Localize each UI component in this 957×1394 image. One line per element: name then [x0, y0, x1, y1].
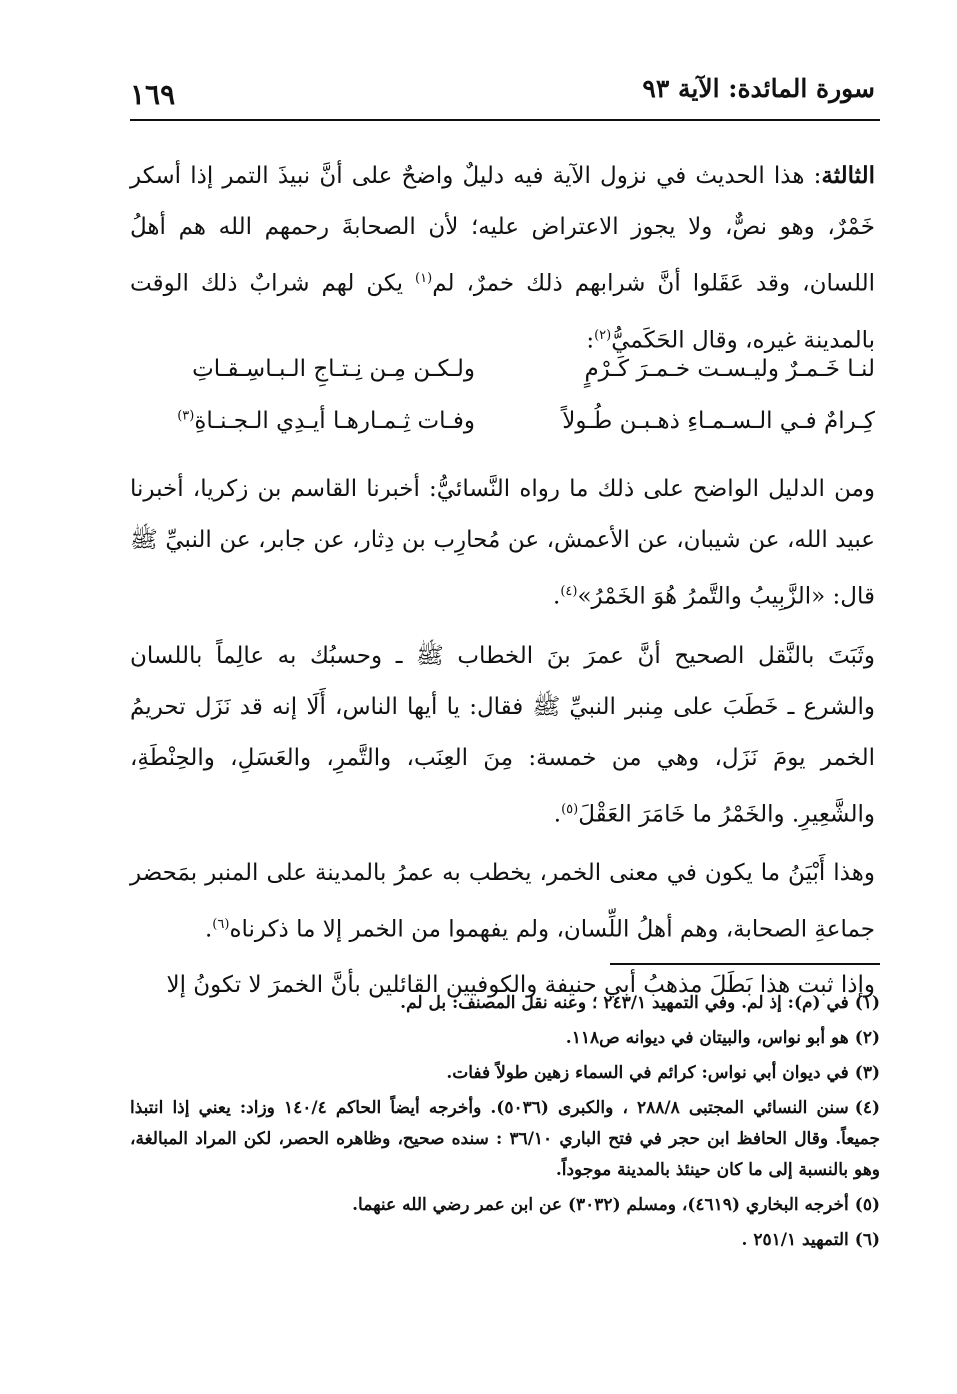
header-divider	[130, 119, 880, 121]
footnote	[130, 1190, 880, 1221]
footnote	[130, 1225, 880, 1256]
main-text-top	[130, 150, 875, 370]
paragraph-text: يكن لهم شرابٌ ذلك الوقت بالمدينة غيره، وقال الحَكَميُّ	[130, 270, 875, 354]
footnote-text: في ديوان أبي نواس: كرائم في السماء زهين طولاً ففات.	[446, 1063, 849, 1083]
footnote-number: (٦)	[854, 1230, 880, 1250]
footnote-text: سنن النسائي المجتبى ٢٨٨/٨ ، والكبرى (٥٠٣٦). وأخرجه أيضاً الحاكم ١٤٠/٤ وزاد: يعني إذا انتبذا جميعاً. وقال الحافظ ابن حجر في فتح الباري ٣٦/١٠ : سنده صحيح، وظاهره الحصر، لكن المراد المبالغة، وهو بالنسبة إلى ما كان حينئذ بالمدينة موجوداً.	[130, 1098, 880, 1180]
footnote-divider	[610, 963, 880, 965]
poem-hemistich: ولـكـن مِـن نِـتـاجِ الـبـاسِـقـاتِ	[192, 356, 475, 382]
footnote-ref: (٣)	[177, 408, 195, 424]
footnote-text: أخرجه البخاري (٤٦١٩)، ومسلم (٣٠٣٢) عن ابن عمر رضي الله عنهما.	[352, 1195, 849, 1215]
footnotes	[130, 988, 880, 1260]
footnote-ref: (٤)	[560, 584, 578, 599]
paragraph-end: .	[204, 916, 213, 943]
paragraph-end: .	[553, 801, 562, 828]
footnote	[130, 988, 880, 1019]
poem-line	[130, 356, 875, 408]
poem-verses	[130, 356, 875, 460]
footnote-ref: (١)	[415, 271, 433, 286]
section-lead: الثالثة	[821, 162, 875, 189]
footnote	[130, 1058, 880, 1089]
poem-hemistich	[177, 408, 475, 434]
paragraph-umar	[130, 631, 875, 841]
footnote-number: (٥)	[854, 1195, 880, 1215]
paragraph-text: : هذا الحديث في نزول الآية فيه دليلٌ واضحٌ على أنَّ نبيذَ التمر إذا أسكر خَمْرٌ، وهو نصٌّ، ولا يجوز الاعتراض عليه؛ لأن الصحابةَ رحمهم الله هم أهلُ اللسان، وقد عَقَلوا أنَّ شرابهم ذلك خمرٌ، لم	[130, 163, 875, 297]
paragraph-third-point	[130, 150, 875, 366]
footnote-number: (١)	[854, 993, 880, 1013]
poem-hemistich: لنـا خَـمـرٌ وليـسـت خـمـرَ كَـرْمٍ	[584, 356, 875, 382]
running-title: سورة المائدة: الآية ٩٣	[642, 74, 875, 103]
page-header	[130, 70, 875, 120]
footnote-ref: (٢)	[594, 327, 612, 343]
footnote-text: التمهيد ٢٥١/١ .	[741, 1230, 849, 1250]
footnote-number: (٣)	[854, 1063, 880, 1083]
footnote	[130, 1093, 880, 1186]
main-text-bottom	[130, 464, 875, 1015]
footnote-ref: (٦)	[212, 917, 230, 933]
footnote-text: هو أبو نواس، والبيتان في ديوانه ص١١٨.	[565, 1028, 849, 1048]
paragraph-text: وثَبَتَ بالنَّقل الصحيح أنَّ عمرَ بنَ الخطاب ﷺ ـ وحسبُك به عالِماً باللسان والشرع ـ خَطَبَ على مِنبر النبيِّ ﷺ فقال: يا أيها الناس، أَلَا إنه قد نَزَل تحريمُ الخمر يومَ نَزَل، وهي من خمسة: مِنَ العِنَب، والتَّمرِ، والعَسَلِ، والحِنْطَةِ، والشَّعِيرِ. والخَمْرُ ما خَامَرَ العَقْلَ	[130, 642, 875, 828]
footnote-ref: (٥)	[561, 801, 579, 817]
poem-hemistich: كِـرامٌ فـي الـسـمـاءِ ذهـبـن طُـولاً	[562, 408, 875, 434]
poem-line	[130, 408, 875, 460]
footnote-number: (٢)	[854, 1028, 880, 1048]
paragraph-end: .	[553, 583, 561, 610]
paragraph-text: ومن الدليل الواضح على ذلك ما رواه النَّسائيُّ: أخبرنا القاسم بن زكريا، أخبرنا عبيد الله، عن شيبان، عن الأعمش، عن مُحارِب بن دِثار، عن جابر، عن النبيِّ ﷺ قال: «الزَّبِيبُ والتَّمرُ هُوَ الخَمْرُ»	[130, 476, 875, 610]
paragraph-text: وهذا أَبْيَنُ ما يكون في معنى الخمر، يخطب به عمرُ بالمدينة على المنبر بمَحضر جماعةِ الصحابة، وهم أهلُ اللِّسان، ولم يفهموا من الخمر إلا ما ذكرناه	[130, 860, 875, 943]
paragraph-nasai	[130, 464, 875, 623]
footnote-text: في (م): إذ لم. وفي التمهيد ٢٤٣/١ ؛ وعنه نقل المصنف: بل لم.	[400, 993, 849, 1013]
paragraph-text: وإذا ثبت هذا بَطَلَ مذهبُ أبي حنيفة والكوفيين القائلين بأنَّ الخمرَ لا تكونُ إلا	[166, 971, 875, 998]
poem-hemistich-text: وفـات ثِـمـارهـا أيـدِي الـجـنـاةِ	[194, 408, 475, 434]
footnote-number: (٤)	[854, 1098, 881, 1118]
paragraph-text: :	[586, 327, 595, 354]
paragraph-clearest	[130, 848, 875, 956]
page-number: ١٦٩	[130, 78, 176, 111]
footnote	[130, 1023, 880, 1054]
